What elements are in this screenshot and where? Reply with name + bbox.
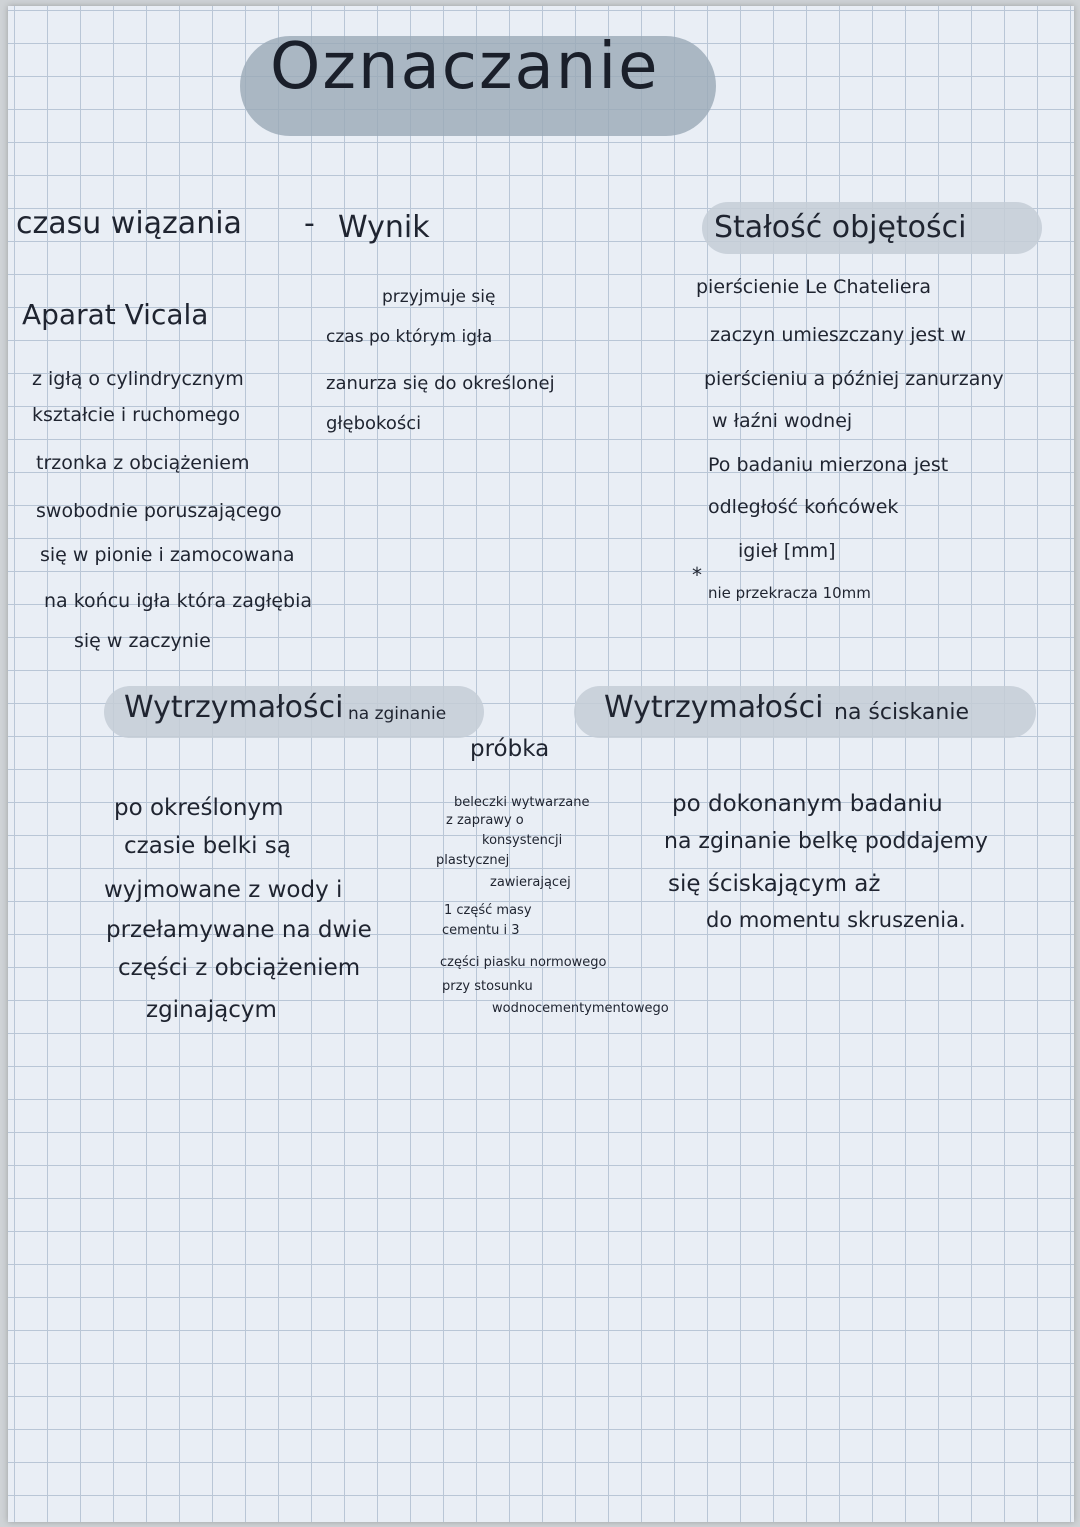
stalosc-note: nie przekracza 10mm (708, 584, 871, 602)
probka-line: części piasku normowego (440, 955, 607, 970)
zginanie-line: po określonym (114, 795, 284, 821)
page-title: Oznaczanie (270, 30, 660, 104)
probka-line: konsystencji (482, 833, 563, 848)
czas-dash: - (304, 206, 315, 241)
sciskanie-heading-suffix: na ściskanie (834, 700, 969, 725)
notebook-page (8, 6, 1074, 1522)
stalosc-line: pierścienie Le Chateliera (696, 276, 931, 298)
zginanie-line: zginającym (146, 997, 277, 1023)
zginanie-line: przełamywane na dwie (106, 917, 372, 943)
stalosc-line: w łaźni wodnej (712, 410, 853, 432)
stalosc-line: odległość końcówek (708, 496, 899, 518)
sciskanie-line: się ściskającym aż (668, 871, 881, 897)
czas-line: się w zaczynie (74, 630, 211, 652)
probka-heading: próbka (470, 736, 550, 762)
czas-heading: czasu wiązania (16, 206, 242, 241)
zginanie-line: części z obciążeniem (118, 955, 361, 981)
czas-line: z igłą o cylindrycznym (32, 368, 244, 390)
probka-line: wodnocementymentowego (492, 1001, 669, 1016)
stalosc-note-mark: * (692, 563, 702, 587)
stalosc-line: zaczyn umieszczany jest w (710, 324, 967, 346)
sciskanie-line: do momentu skruszenia. (706, 908, 966, 932)
stalosc-line: igieł [mm] (738, 540, 836, 562)
czas-result-line: czas po którym igła (326, 327, 493, 347)
sciskanie-line: na zginanie belkę poddajemy (664, 829, 988, 854)
zginanie-line: czasie belki są (124, 833, 291, 859)
probka-line: 1 część masy (444, 903, 532, 918)
sciskanie-heading: Wytrzymałości (604, 690, 824, 725)
czas-result-line: zanurza się do określonej (326, 373, 555, 394)
probka-line: plastycznej (436, 853, 510, 868)
czas-result-line: głębokości (326, 413, 422, 434)
zginanie-line: wyjmowane z wody i (104, 877, 343, 903)
czas-line: swobodnie poruszającego (36, 500, 282, 522)
stalosc-line: Po badaniu mierzona jest (708, 454, 949, 476)
probka-line: z zaprawy o (446, 813, 524, 828)
stalosc-line: pierścieniu a później zanurzany (704, 368, 1004, 390)
czas-line: kształcie i ruchomego (32, 404, 240, 426)
czas-line: się w pionie i zamocowana (40, 544, 295, 566)
sciskanie-line: po dokonanym badaniu (672, 791, 943, 817)
probka-line: przy stosunku (442, 979, 533, 994)
czas-line: trzonka z obciążeniem (36, 452, 250, 474)
probka-line: zawierającej (490, 875, 571, 890)
czas-line: na końcu igła która zagłębia (44, 590, 312, 612)
probka-line: beleczki wytwarzane (454, 795, 590, 810)
czas-apparatus: Aparat Vicala (22, 298, 209, 331)
zginanie-heading-suffix: na zginanie (348, 704, 447, 724)
zginanie-heading: Wytrzymałości (124, 690, 344, 725)
stalosc-heading: Stałość objętości (714, 210, 967, 245)
czas-result-heading: Wynik (338, 210, 430, 245)
probka-line: cementu i 3 (442, 923, 520, 938)
czas-result-line: przyjmuje się (382, 287, 496, 307)
